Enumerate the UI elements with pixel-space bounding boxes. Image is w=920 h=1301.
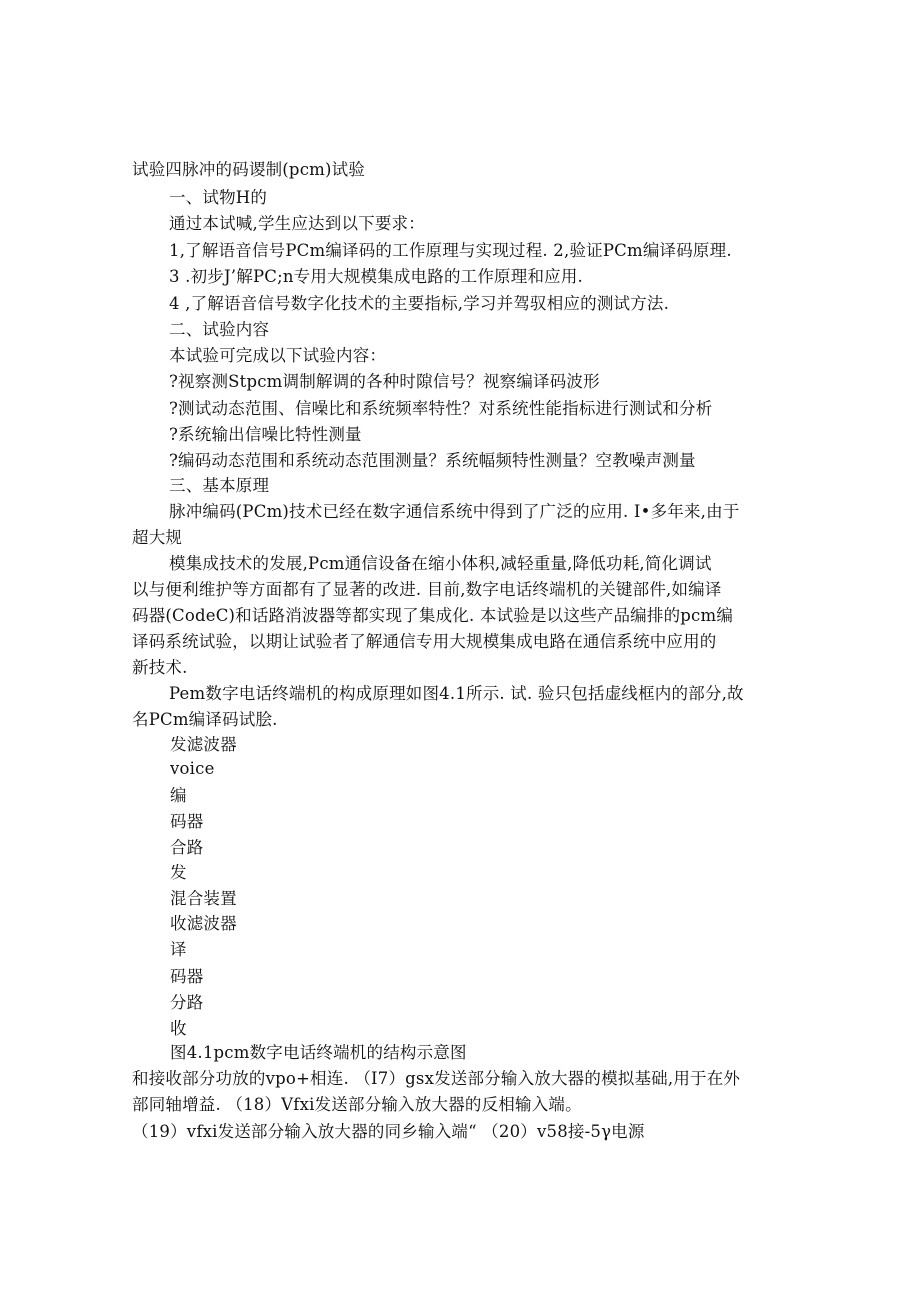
text-line: 模集成技术的发展,Pcm通信设备在缩小体积,减轻重量,降低功耗,简化调试	[169, 554, 712, 573]
list-item: ?视察测Stpcm调制解调的各种时隙信号？视察编译码波形	[169, 372, 600, 391]
text-line: 名PCm编译码试脍.	[132, 710, 278, 729]
text-line: 以与便利维护等方面都有了显著的改进. 目前,数字电话终端机的关键部件,如编译	[132, 580, 722, 599]
list-item: ?系统输出信噪比特性测量	[169, 425, 362, 444]
document-title: 试验四脉冲的码谡制(pcm)试验	[132, 160, 366, 179]
diagram-label: 收滤波器	[170, 914, 237, 933]
diagram-label: 编	[170, 786, 187, 805]
text-line: 超大规	[132, 528, 183, 547]
diagram-label: 发	[170, 863, 187, 882]
diagram-label: voice	[170, 759, 215, 778]
diagram-label: 发滤波器	[170, 735, 237, 754]
text-line: 译码系统试验，以期让试验者了解通信专用大规模集成电路在通信系统中应用的	[132, 632, 717, 651]
section-heading-purpose: 一、试物H的	[169, 188, 268, 207]
diagram-label: 收	[170, 1019, 187, 1038]
list-item: ?测试动态范围、信噪比和系统频率特性？对系统性能指标进行测试和分析	[169, 399, 713, 418]
text-line: 码器(CodeC)和话路消波器等都实现了集成化. 本试验是以这些产品编排的pcm编	[132, 606, 734, 625]
text-line: 3 .初步J’解PC;n专用大规模集成电路的工作原理和应用.	[169, 267, 584, 286]
figure-caption: 图4.1pcm数字电话终端机的结构示意图	[170, 1043, 467, 1062]
text-line: 1,了解语音信号PCm编译码的工作原理与实现过程. 2,验证PCm编译码原理.	[169, 241, 732, 260]
text-line: 通过本试喊,学生应达到以下要求：	[169, 214, 425, 233]
text-line: 部同轴增益. （18）Vfxi发送部分输入放大器的反相输入端。	[132, 1095, 582, 1114]
text-line: 脉冲编码(PCm)技术已经在数字通信系统中得到了广泛的应用. I•多年来,由于	[169, 502, 740, 521]
text-line: （19）vfxi发送部分输入放大器的同乡输入端“ （20）v58接-5γ电源	[132, 1122, 645, 1141]
section-heading-principle: 三、基本原理	[169, 476, 270, 495]
diagram-label: 分路	[170, 993, 204, 1012]
diagram-label: 合路	[170, 838, 204, 857]
diagram-label: 码器	[170, 812, 204, 831]
text-line: 和接收部分功放的vpo+相连. （I7）gsx发送部分输入放大器的模拟基础,用于在外	[132, 1069, 741, 1088]
diagram-label: 码器	[170, 967, 204, 986]
list-item: ?编码动态范围和系统动态范围测量？系统幅频特性测量？空教噪声测量	[169, 451, 696, 470]
text-line: Pem数字电话终端机的构成原理如图4.1所示. 试. 验只包括虚线框内的部分,故	[169, 684, 744, 703]
text-line: 新技术.	[132, 658, 188, 677]
text-line: 本试验可完成以下试验内容：	[169, 346, 387, 365]
section-heading-content: 二、试验内容	[169, 320, 270, 339]
text-line: 4 ,了解语音信号数字化技术的主要指标,学习并驾驭相应的测试方法.	[169, 294, 670, 313]
diagram-label: 译	[170, 940, 187, 959]
diagram-label: 混合装置	[170, 889, 237, 908]
